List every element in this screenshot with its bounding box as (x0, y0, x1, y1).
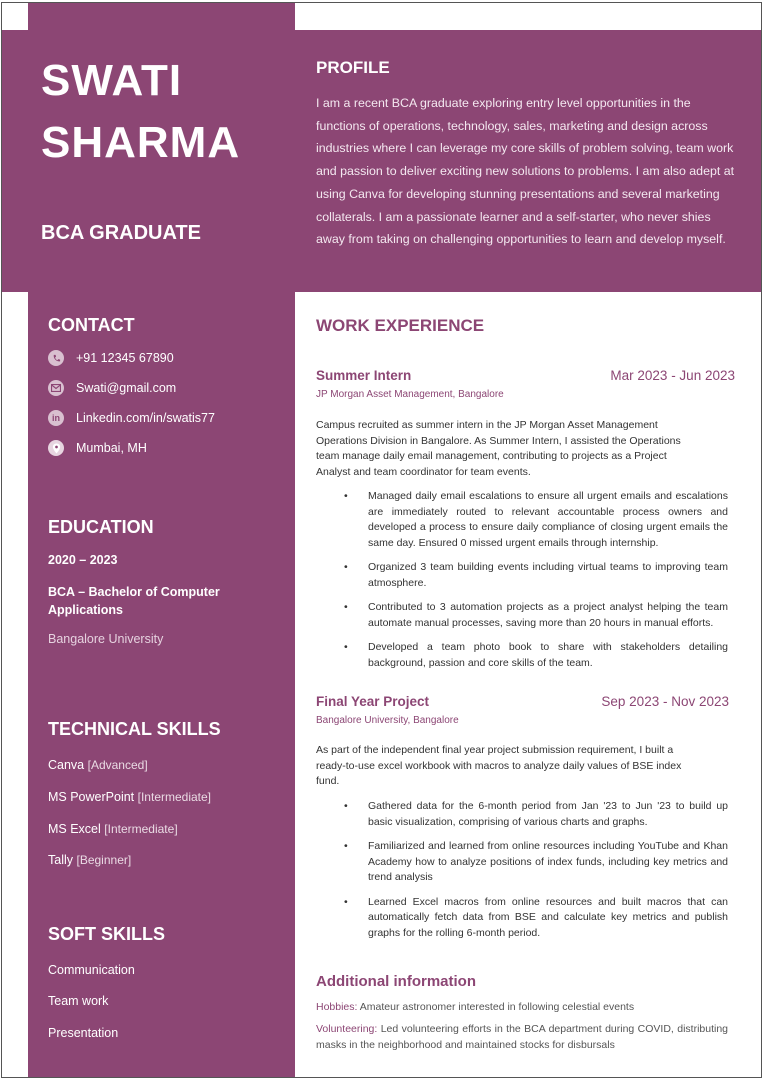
skill-item (48, 758, 148, 772)
job-company: Bangalore University, Bangalore (316, 715, 459, 726)
profile-text: I am a recent BCA graduate exploring entry level opportunities in the functions of operations, technology, sales, marketing and design across industries where I can leverage my core skills of problem solving, team work and passion to deliver exciting new solutions to problems. I am also adept at using Canva for developing stunning presentations and several marketing collaterals. I am a passionate learner and a self-starter, who never shies away from taking on challenging opportunities to learn and develop myself. (316, 96, 735, 247)
job-description: As part of the independent final year project submission requirement, I built a ready-to-use excel workbook with macros to analyze daily values of BSE index fund. (316, 744, 682, 787)
phone-text: +91 12345 67890 (76, 351, 174, 365)
list-item: • Contributed to 3 automation projects as a project analyst helping the team automate manual processes, saving more than 20 hours in manual efforts. (344, 600, 728, 631)
soft-skill-item: Communication (48, 963, 135, 977)
job-bullets (344, 799, 728, 950)
job-role: Summer Intern (316, 368, 412, 383)
location-text: Mumbai, MH (76, 441, 147, 455)
list-item: • Organized 3 team building events including virtual teams to improving team atmosphere. (344, 560, 728, 591)
job-bullets (344, 489, 728, 680)
volunteering-label: Volunteering: (316, 1023, 378, 1035)
education-years: 2020 – 2023 (48, 553, 118, 567)
soft-skill-item: Team work (48, 994, 109, 1008)
soft-skills-heading: SOFT SKILLS (48, 924, 165, 944)
skill-name: MS PowerPoint (48, 790, 135, 804)
work-experience-heading: WORK EXPERIENCE (316, 316, 485, 335)
email-text[interactable]: Swati@gmail.com (76, 381, 177, 395)
profile-heading: PROFILE (316, 58, 390, 77)
hobbies-label: Hobbies: (316, 1001, 358, 1013)
list-item: • Developed a team photo book to share with stakeholders detailing background, passion and core skills of the team. (344, 640, 728, 671)
contact-heading: CONTACT (48, 315, 135, 335)
skill-name: MS Excel (48, 822, 101, 836)
linkedin-icon: in (48, 410, 64, 426)
skill-level: [Intermediate] (137, 790, 212, 804)
linkedin-text[interactable]: Linkedin.com/in/swatis77 (76, 411, 215, 425)
education-university: Bangalore University (48, 632, 164, 646)
volunteering-text: Led volunteering efforts in the BCA department during COVID, distributing masks in the neighborhood and maintained stocks for disbursals (316, 1023, 729, 1051)
job-dates: Sep 2023 - Nov 2023 (601, 694, 729, 709)
skill-name: Canva (48, 758, 85, 772)
list-item: • Familiarized and learned from online resources including YouTube and Khan Academy how to analyze positions of index funds, including key metrics and trend analysis (344, 839, 728, 886)
job-dates: Mar 2023 - Jun 2023 (610, 368, 735, 383)
skill-item (48, 822, 178, 836)
candidate-name-first: SWATI (41, 56, 183, 105)
job-title: BCA GRADUATE (41, 222, 201, 244)
additional-info-heading: Additional information (316, 973, 476, 990)
job-company: JP Morgan Asset Management, Bangalore (316, 389, 504, 400)
list-item: • Gathered data for the 6-month period from Jan '23 to Jun '23 to build up basic visualization, comprising of various charts and graphs. (344, 799, 728, 830)
education-heading: EDUCATION (48, 517, 154, 537)
skill-item (48, 853, 131, 867)
phone-icon (48, 350, 64, 366)
skill-level: [Beginner] (76, 853, 132, 867)
contact-linkedin (48, 410, 215, 426)
skill-level: [Intermediate] (104, 822, 178, 836)
candidate-name (41, 50, 240, 174)
location-pin-icon (48, 440, 64, 456)
job-role: Final Year Project (316, 694, 430, 709)
job-description: Campus recruited as summer intern in the JP Morgan Asset Management Operations Division in Bangalore. As Summer Intern, I assisted the Operations team manage daily email management, contributing to projects as a Project Analyst and team coordinator for team events. (316, 419, 681, 478)
email-icon (48, 380, 64, 396)
skill-name: Tally (48, 853, 74, 867)
contact-email (48, 380, 176, 396)
skill-level: [Advanced] (87, 758, 148, 772)
skill-item (48, 790, 211, 804)
list-item: • Learned Excel macros from online resources and built macros that can automatically fetch data from BSE and calculate key metrics and publish graphs for the rolling 6-month period. (344, 895, 728, 942)
hobbies-text: Amateur astronomer interested in following celestial events (359, 1001, 635, 1013)
technical-skills-heading: TECHNICAL SKILLS (48, 719, 221, 739)
contact-phone (48, 350, 174, 366)
hobbies-row (316, 1000, 728, 1016)
education-degree: BCA – Bachelor of Computer Applications (48, 585, 220, 617)
list-item: • Managed daily email escalations to ensure all urgent emails and escalations are immediately routed to relevant accountable process owners and developed a process to ensure daily compliance of closing urgent emails the same day. Ensured 0 missed urgent emails through internship. (344, 489, 728, 551)
contact-location (48, 440, 147, 456)
volunteering-row (316, 1022, 728, 1053)
soft-skill-item: Presentation (48, 1026, 119, 1040)
candidate-name-last: SHARMA (41, 118, 241, 167)
